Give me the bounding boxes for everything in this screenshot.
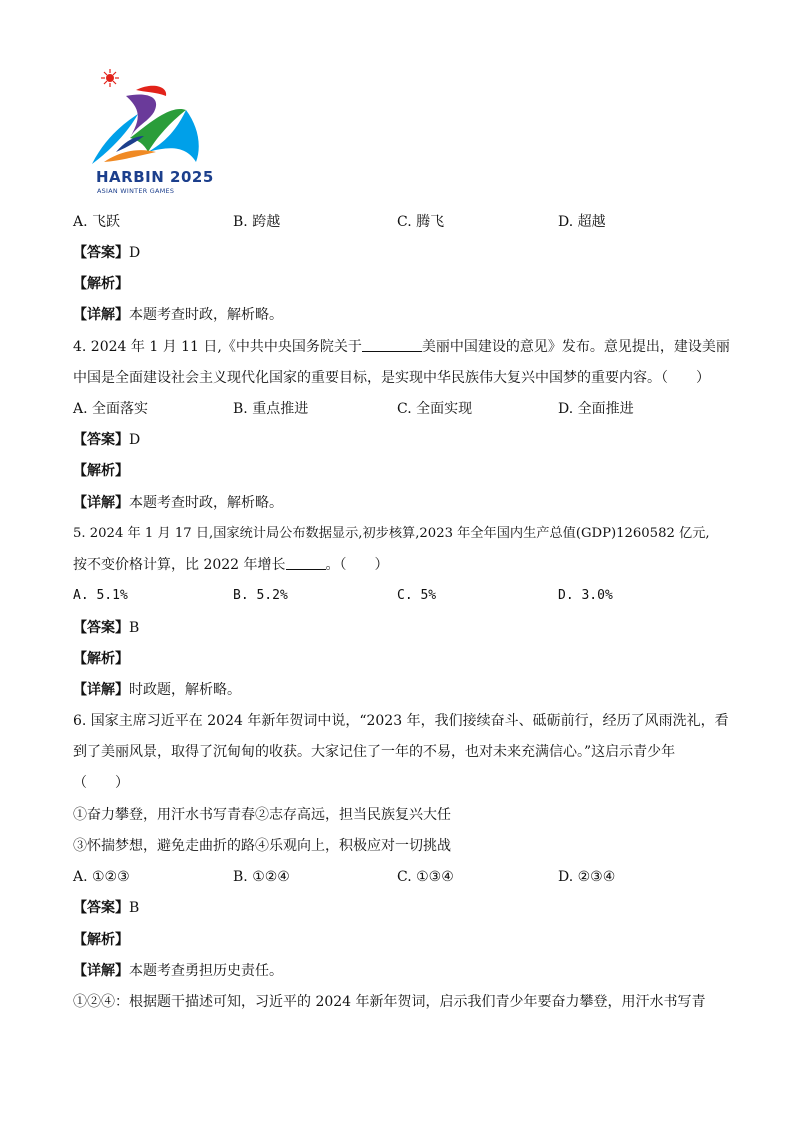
detail-text: 本题考查勇担历史责任。	[129, 963, 283, 979]
q6-stem-line-1: 6. 国家主席习近平在 2024 年新年贺词中说，“2023 年，我们接续奋斗、砥砺前行，经历了风雨洗礼，看	[73, 713, 729, 729]
q5-stem-line-2	[73, 555, 389, 575]
q5-option-b: B. 5.2%	[233, 588, 288, 603]
q4-analysis	[73, 461, 129, 481]
q3-option-b: B. 跨越	[233, 214, 281, 230]
q4-stem-line-1	[73, 337, 730, 357]
q3-option-d: D. 超越	[558, 214, 606, 230]
detail-text: 本题考查时政，解析略。	[129, 307, 283, 323]
analysis-label: 【解析】	[73, 463, 129, 479]
sun-burst-icon	[101, 69, 119, 87]
answer-value: D	[129, 245, 141, 261]
q6-option-b: B. ①②④	[233, 869, 290, 885]
detail-label: 【详解】	[73, 682, 129, 698]
fill-blank	[286, 555, 326, 570]
q5-stem-part-a: 按不变价格计算，比 2022 年增长	[73, 557, 286, 573]
q5-detail	[73, 680, 241, 700]
analysis-label: 【解析】	[73, 932, 129, 948]
q4-option-d: D. 全面推进	[558, 401, 634, 417]
q4-stem-line-2: 中国是全面建设社会主义现代化国家的重要目标，是实现中华民族伟大复兴中国梦的重要内容。（ ）	[73, 370, 710, 386]
q5-stem-part-b: 。（ ）	[325, 557, 389, 573]
detail-label: 【详解】	[73, 307, 129, 323]
q3-analysis	[73, 274, 129, 294]
detail-label: 【详解】	[73, 963, 129, 979]
detail-label: 【详解】	[73, 495, 129, 511]
q6-option-c: C. ①③④	[397, 869, 454, 885]
answer-value: D	[129, 432, 141, 448]
q4-stem-part-b: 美丽中国建设的意见》发布。意见提出，建设美丽	[421, 339, 730, 355]
q5-option-c: C. 5%	[397, 588, 437, 603]
q5-option-d: D. 3.0%	[558, 588, 613, 603]
q5-answer	[73, 618, 139, 638]
answer-label: 【答案】	[73, 620, 129, 636]
q4-detail	[73, 493, 283, 513]
q4-option-c: C. 全面实现	[397, 401, 473, 417]
logo-subtitle: ASIAN WINTER GAMES	[97, 187, 175, 195]
analysis-label: 【解析】	[73, 651, 129, 667]
q6-items-line-2: ③怀揣梦想，避免走曲折的路④乐观向上，积极应对一切挑战	[73, 838, 451, 854]
q3-detail	[73, 305, 283, 325]
analysis-label: 【解析】	[73, 276, 129, 292]
q3-option-a: A. 飞跃	[73, 214, 121, 230]
answer-label: 【答案】	[73, 245, 129, 261]
fill-blank	[362, 337, 422, 352]
q6-option-d: D. ②③④	[558, 869, 616, 885]
q4-option-b: B. 重点推进	[233, 401, 309, 417]
answer-value: B	[129, 900, 140, 916]
q6-stem-line-2: 到了美丽风景，取得了沉甸甸的收获。大家记住了一年的不易，也对未来充满信心。”这启示青少年	[73, 744, 676, 760]
q3-option-c: C. 腾飞	[397, 214, 445, 230]
q4-option-a: A. 全面落实	[73, 401, 149, 417]
q4-answer	[73, 430, 140, 450]
q6-items-line-1: ①奋力攀登，用汗水书写青春②志存高远，担当民族复兴大任	[73, 807, 451, 823]
answer-label: 【答案】	[73, 900, 129, 916]
detail-text: 本题考查时政，解析略。	[129, 495, 283, 511]
answer-label: 【答案】	[73, 432, 129, 448]
answer-value: B	[129, 620, 140, 636]
q5-analysis	[73, 649, 129, 669]
q6-analysis	[73, 930, 129, 950]
q6-answer	[73, 898, 139, 918]
q6-stem-line-3: （ ）	[73, 775, 129, 791]
logo-title: HARBIN 2025	[96, 168, 214, 186]
q6-explain-line: ①②④：根据题干描述可知，习近平的 2024 年新年贺词，启示我们青少年要奋力攀登，用汗水书写青	[73, 994, 706, 1010]
q3-answer	[73, 243, 140, 263]
q4-stem-part-a: 4. 2024 年 1 月 11 日,《中共中央国务院关于	[73, 339, 362, 355]
q6-detail	[73, 961, 283, 981]
q5-stem-line-1: 5. 2024 年 1 月 17 日,国家统计局公布数据显示,初步核算,2023 年全年国内生产总值(GDP)1260582 亿元,	[73, 526, 710, 541]
detail-text: 时政题，解析略。	[129, 682, 241, 698]
q6-option-a: A. ①②③	[73, 869, 130, 885]
q5-option-a: A. 5.1%	[73, 588, 128, 603]
